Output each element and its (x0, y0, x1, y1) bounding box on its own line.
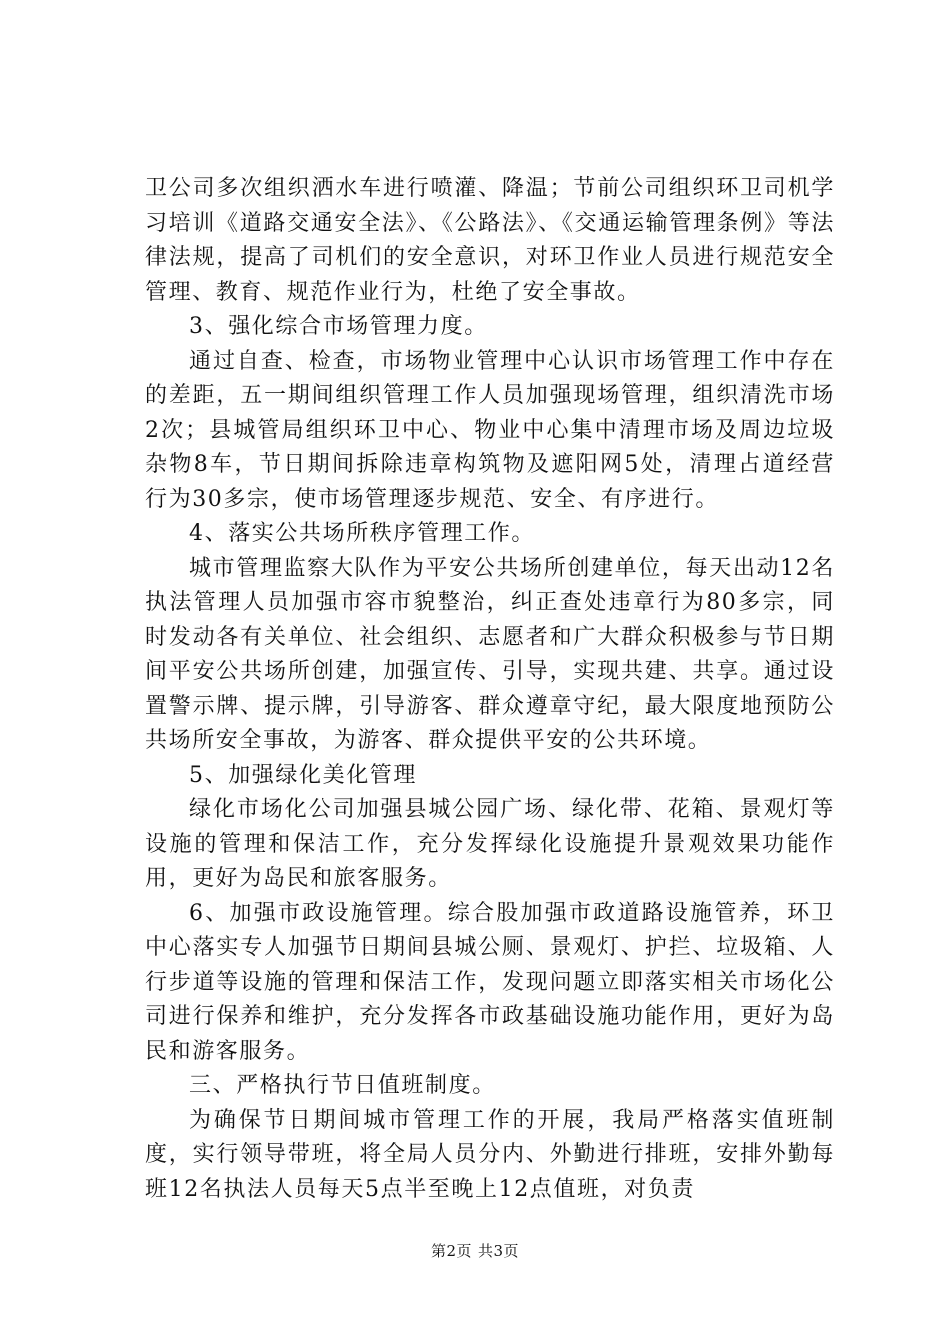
paragraph-6-municipal-facilities: 6、加强市政设施管理。综合股加强市政道路设施管养，环卫中心落实专人加强节日期间县城公厕、景观灯、护拦、垃圾箱、人行步道等设施的管理和保洁工作，发现问题立即落实相关市场化公司进行保养和维护，充分发挥各市政基础设施功能作用，更好为岛民和游客服务。 (145, 900, 835, 1064)
heading-3-duty-system: 三、严格执行节日值班制度。 (189, 1073, 496, 1098)
document-body (145, 172, 835, 1207)
paragraph-1: 卫公司多次组织洒水车进行喷灌、降温；节前公司组织环卫司机学习培训《道路交通安全法》、《公路法》、《交通运输管理条例》等法律法规，提高了司机们的安全意识，对环卫作业人员进行规范安全管理、教育、规范作业行为，杜绝了安全事故。 (145, 176, 835, 305)
paragraph-public-order: 城市管理监察大队作为平安公共场所创建单位，每天出动12名执法管理人员加强市容市貌整治，纠正查处违章行为80多宗，同时发动各有关单位、社会组织、志愿者和广大群众积极参与节日期间平安公共场所创建，加强宣传、引导，实现共建、共享。通过设置警示牌、提示牌，引导游客、群众遵章守纪，最大限度地预防公共场所安全事故，为游客、群众提供平安的公共环境。 (145, 555, 835, 753)
heading-5-greening: 5、加强绿化美化管理 (189, 762, 417, 788)
paragraph-market-management: 通过自查、检查，市场物业管理中心认识市场管理工作中存在的差距，五一期间组织管理工作人员加强现场管理，组织清洗市场2次；县城管局组织环卫中心、物业中心集中清理市场及周边垃圾杂物8车，节日期间拆除违章构筑物及遮阳网5处，清理占道经营行为30多宗，使市场管理逐步规范、安全、有序进行。 (145, 348, 835, 512)
page-footer (0, 1240, 950, 1261)
page-number-total: 共3页 (478, 1242, 520, 1260)
paragraph-greening: 绿化市场化公司加强县城公园广场、绿化带、花箱、景观灯等设施的管理和保洁工作，充分发挥绿化设施提升景观效果功能作用，更好为岛民和旅客服务。 (145, 797, 835, 891)
heading-3-market-management: 3、强化综合市场管理力度。 (189, 314, 488, 339)
paragraph-duty-system: 为确保节日期间城市管理工作的开展，我局严格落实值班制度，实行领导带班，将全局人员分内、外勤进行排班，安排外勤每班12名执法人员每天5点半至晚上12点值班，对负责 (145, 1107, 835, 1202)
page-number-current: 第2页 (430, 1242, 472, 1260)
heading-4-public-order: 4、落实公共场所秩序管理工作。 (189, 521, 535, 546)
